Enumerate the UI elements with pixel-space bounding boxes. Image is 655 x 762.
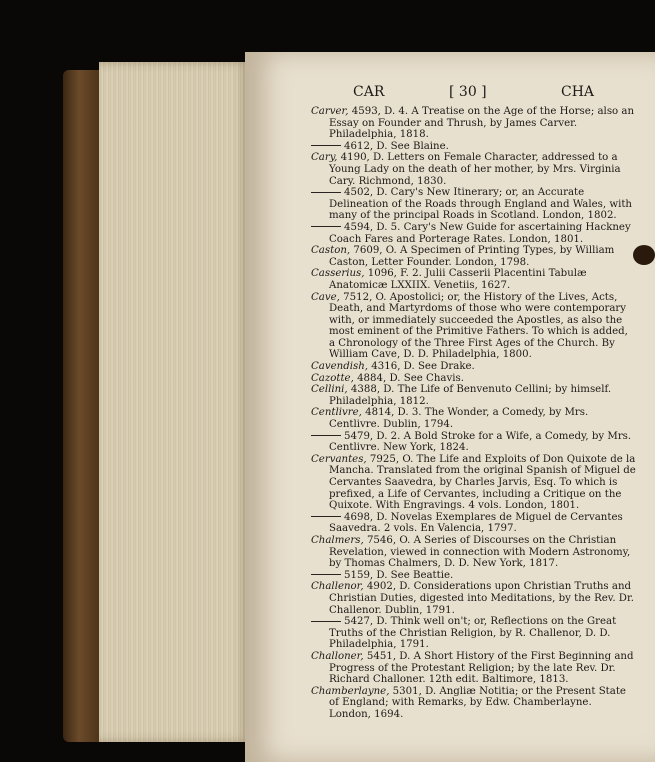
catalog-entry	[311, 361, 636, 373]
entry-headword: Cave,	[311, 291, 344, 303]
entry-headword: Cellini,	[311, 384, 351, 396]
entry-text: 1096, F. 2. Julii Casserii Placentini Tabulæ Anatomicæ LXXIIX. Venetiis, 1627.	[329, 268, 587, 291]
entry-headword: Cazotte,	[311, 372, 358, 384]
entry-headword: Chalmers,	[311, 534, 367, 546]
catalog-entry	[311, 431, 636, 454]
catalog-entry	[311, 141, 636, 153]
ditto-rule	[311, 621, 341, 622]
entry-headword: Centlivre,	[311, 407, 366, 419]
entry-headword: Casserius,	[311, 268, 368, 280]
entry-text: 5159, D. See Beattie.	[344, 569, 454, 581]
ditto-rule	[311, 226, 341, 227]
ditto-rule	[311, 145, 341, 146]
header-left: CAR	[353, 84, 385, 100]
catalog-entry	[311, 268, 636, 291]
entry-text: 7546, O. A Series of Discourses on the Christian Revelation, viewed in connection with Modern Astronomy, by Thomas Chalmers, D. D. New York, 1817.	[329, 534, 631, 570]
entries-list	[311, 106, 636, 720]
catalog-entry	[311, 454, 636, 512]
catalog-entry	[311, 373, 636, 385]
entry-headword: Caston,	[311, 245, 354, 257]
entry-text: 5301, D. Angliæ Notitia; or the Present State of England; with Remarks, by Edw. Chamberlayne. London, 1694.	[329, 685, 626, 720]
entry-text: 5479, D. 2. A Bold Stroke for a Wife, a Comedy, by Mrs. Centlivre. New York, 1824.	[329, 430, 632, 454]
entry-headword: Cervantes,	[311, 453, 370, 465]
entry-headword: Carver,	[311, 106, 352, 117]
entry-text: 4316, D. See Drake.	[371, 361, 475, 373]
ditto-rule	[311, 574, 341, 575]
catalog-entry	[311, 535, 636, 570]
entry-text: 4884, D. See Chavis.	[357, 372, 464, 384]
entry-headword: Cary,	[311, 152, 341, 164]
page-header	[245, 84, 655, 106]
entry-text: 4593, D. 4. A Treatise on the Age of the Horse; also an Essay on Founder and Thrush, by James Carver. Philadelphia, 1818.	[329, 106, 635, 141]
book-cover	[63, 70, 103, 742]
entry-text: 5427, D. Think well on't; or, Reflections on the Great Truths of the Christian Religion, by R. Challenor, D. D. Philadelphia, 1791.	[329, 616, 617, 651]
entry-text: 4902, D. Considerations upon Christian Truths and Christian Duties, digested into Meditations, by the Rev. Dr. Challenor. Dublin, 1791.	[329, 581, 634, 616]
ink-stain	[633, 245, 655, 265]
catalog-entry	[311, 570, 636, 582]
catalog-entry	[311, 651, 636, 686]
page-number: [ 30 ]	[449, 84, 487, 100]
ditto-rule	[311, 516, 341, 517]
ditto-rule	[311, 192, 341, 193]
entry-headword: Chamberlayne,	[311, 685, 393, 697]
entry-text: 7925, O. The Life and Exploits of Don Quixote de la Mancha. Translated from the original Spanish of Miguel de Cervantes Saavedra, by Charles Jarvis, Esq. To which is prefixed, a Life of Cervantes, including a Critique on the Quixote. With Engravings. 4 vols. London, 1801.	[329, 453, 636, 512]
catalog-entry	[311, 187, 636, 222]
entry-text: 4594, D. 5. Cary's New Guide for ascertaining Hackney Coach Fares and Porterage Rates. London, 1801.	[329, 221, 631, 245]
catalog-entry	[311, 384, 636, 407]
entry-text: 4698, D. Novelas Exemplares de Miguel de Cervantes Saavedra. 2 vols. En Valencia, 1797.	[329, 511, 623, 535]
entry-text: 4190, D. Letters on Female Character, addressed to a Young Lady on the death of her mother, by Mrs. Virginia Cary. Richmond, 1830.	[329, 152, 621, 187]
entry-headword: Cavendish,	[311, 361, 372, 373]
catalog-entry	[311, 407, 636, 430]
catalog-entry	[311, 581, 636, 616]
catalog-page	[245, 52, 655, 762]
header-right: CHA	[561, 84, 595, 100]
catalog-entry	[311, 512, 636, 535]
entry-text: 4388, D. The Life of Benvenuto Cellini; by himself. Philadelphia, 1812.	[329, 384, 612, 407]
catalog-entry	[311, 292, 636, 362]
ditto-rule	[311, 435, 341, 436]
entry-text: 4814, D. 3. The Wonder, a Comedy, by Mrs. Centlivre. Dublin, 1794.	[329, 407, 589, 431]
entry-text: 4612, D. See Blaine.	[344, 140, 449, 152]
entry-headword: Challenor,	[311, 581, 367, 593]
catalog-entry	[311, 152, 636, 187]
entry-text: 4502, D. Cary's New Itinerary; or, an Accurate Delineation of the Roads through England and Wales, with many of the principal Roads in Scotland. London, 1802.	[329, 187, 632, 222]
entry-text: 5451, D. A Short History of the First Beginning and Progress of the Protestant Religion; by the late Rev. Dr. Richard Challoner. 12th edit. Baltimore, 1813.	[329, 650, 634, 686]
catalog-entry	[311, 616, 636, 651]
entry-text: 7512, O. Apostolici; or, the History of the Lives, Acts, Death, and Martyrdoms of those who were contemporary with, or immediately succeeded the Apostles, as also the most eminent of the Primitive Fathers. To which is added, a Chronology of the Three First Ages of the Church. By William Cave, D. D. Philadelphia, 1800.	[329, 291, 628, 361]
open-book	[55, 52, 636, 720]
catalog-entry	[311, 245, 636, 268]
entry-text: 7609, O. A Specimen of Printing Types, by William Caston, Letter Founder. London, 1798.	[329, 245, 615, 268]
entry-headword: Challoner,	[311, 650, 367, 662]
page-edges	[99, 62, 249, 742]
catalog-entry	[311, 686, 636, 721]
catalog-entry	[311, 106, 636, 141]
catalog-entry	[311, 222, 636, 245]
